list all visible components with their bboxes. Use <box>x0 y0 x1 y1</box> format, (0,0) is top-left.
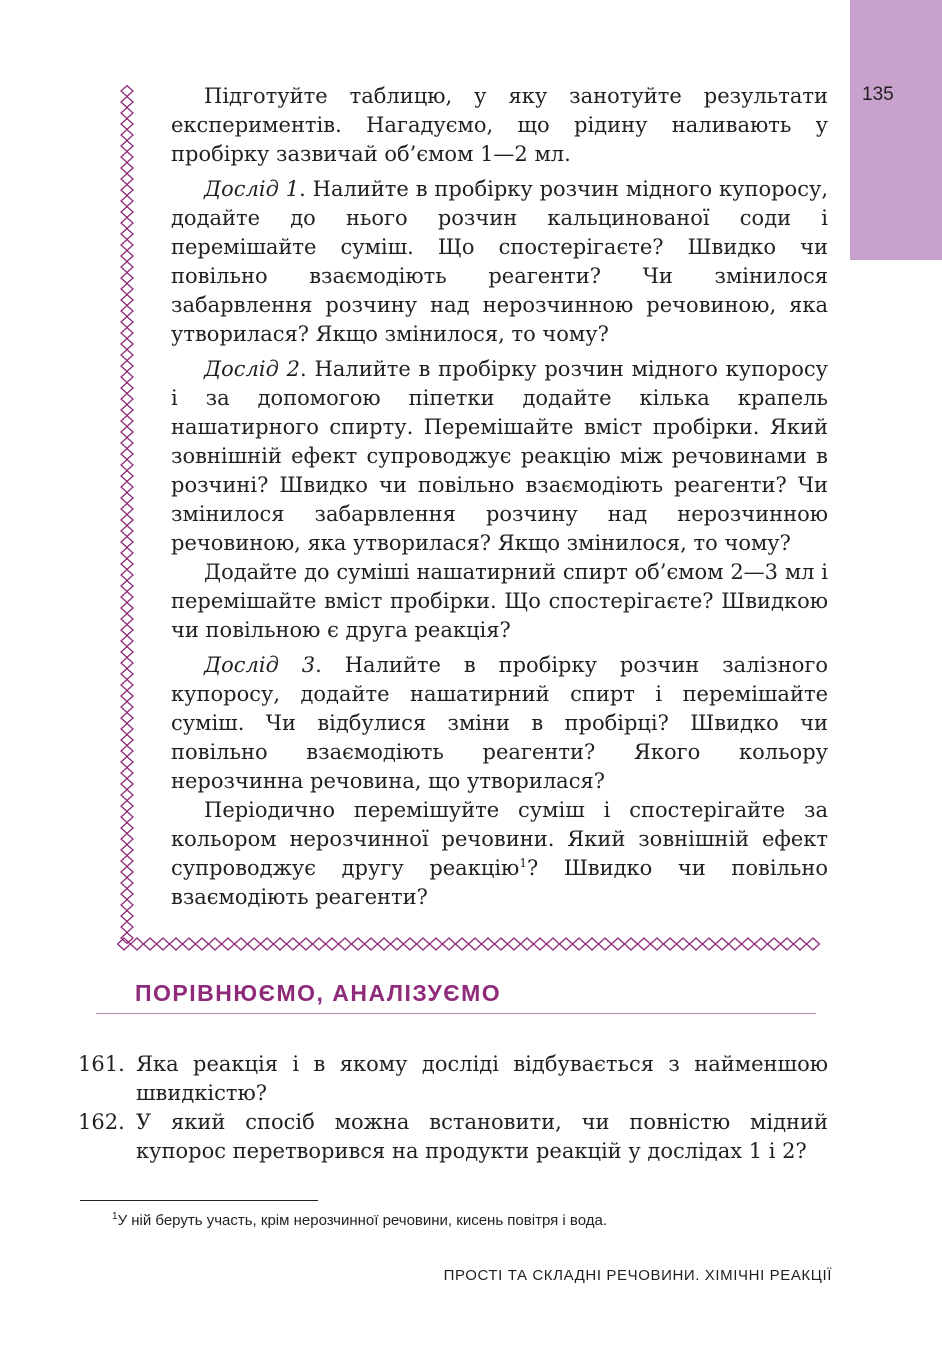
chain-diamond <box>235 938 248 950</box>
chain-diamond <box>121 438 133 449</box>
chain-diamond <box>209 938 222 950</box>
chain-diamond <box>121 317 133 328</box>
chain-diamond <box>768 938 781 950</box>
chain-diamond <box>121 834 133 845</box>
chain-diamond <box>121 702 133 713</box>
experiment-2-label: Дослід 2 <box>204 357 301 381</box>
chain-diamond <box>378 938 391 950</box>
chain-diamond <box>121 757 133 768</box>
experiment-2-paragraph: Дослід 2. Налийте в пробірку розчин мідного купоросу і за допомогою піпетки додайте кілька крапель нашатирного спирту. Перемішайте вміст пробірки. Який зовнішній ефект супроводжує реакцію між речовинами в розчині? Швидко чи повільно взаємодіють реагенти? Чи змінилося забарвлення розчину над нерозчинною речовиною, яка утворилася? Якщо змінилося, то чому? <box>171 357 828 555</box>
chain-diamond <box>121 691 133 702</box>
question-list <box>78 1050 828 1166</box>
chain-diamond <box>183 938 196 950</box>
chain-diamond <box>716 938 729 950</box>
chain-diamond <box>121 647 133 658</box>
chain-diamond <box>121 273 133 284</box>
experiment-3-continued-paragraph: Періодично перемішуйте суміш і спостерігайте за кольором нерозчинної речовини. Який зовнішній ефект супроводжує другу реакцію$^1$? Швидко чи повільно взаємодіють реагенти? <box>171 798 828 909</box>
chain-diamond <box>121 614 133 625</box>
chain-diamond <box>121 669 133 680</box>
chain-diamond <box>121 306 133 317</box>
footnote <box>112 1211 607 1229</box>
chain-diamond <box>121 251 133 262</box>
page-number: 135 <box>862 84 894 105</box>
chain-diamond <box>443 938 456 950</box>
chain-diamond <box>121 636 133 647</box>
footnote-mark: 1 <box>112 1211 118 1222</box>
chain-diamond <box>121 185 133 196</box>
chain-diamond <box>121 845 133 856</box>
chain-diamond <box>121 779 133 790</box>
footnote-reference: 1 <box>519 856 527 870</box>
chain-diamond <box>170 938 183 950</box>
chain-diamond <box>121 240 133 251</box>
chain-diamond <box>121 295 133 306</box>
chain-diamond <box>121 449 133 460</box>
chain-diamond <box>456 938 469 950</box>
chain-diamond <box>121 922 133 933</box>
chain-diamond <box>121 163 133 174</box>
question-text: Яка реакція і в якому досліді відбувається з найменшою швидкістю? <box>136 1052 828 1105</box>
chain-diamond <box>144 938 157 950</box>
chain-diamond <box>121 383 133 394</box>
chain-diamond <box>586 938 599 950</box>
chain-diamond <box>326 938 339 950</box>
chain-diamond <box>121 548 133 559</box>
chain-diamond <box>121 174 133 185</box>
experiment-instructions <box>171 82 828 918</box>
chain-diamond <box>121 86 133 97</box>
chain-diamond <box>121 229 133 240</box>
chain-diamond <box>118 938 131 950</box>
chain-diamond <box>121 207 133 218</box>
chain-diamond <box>121 658 133 669</box>
section-heading: ПОРІВНЮЄМО, АНАЛІЗУЄМО <box>135 980 502 1006</box>
chain-diamond <box>121 735 133 746</box>
chain-diamond <box>755 938 768 950</box>
question-number: 161. <box>78 1052 125 1076</box>
chain-diamond <box>261 938 274 950</box>
running-footer: ПРОСТІ ТА СКЛАДНІ РЕЧОВИНИ. ХІМІЧНІ РЕАКЦІЇ <box>443 1267 832 1284</box>
chain-diamond <box>651 938 664 950</box>
experiment-3-paragraph: Дослід 3. Налийте в пробірку розчин залізного купоросу, додайте нашатирний спирт і перемішайте суміш. Чи відбулися зміни в пробірці? Швидко чи повільно взаємодіють реагенти? Якого кольору нерозчинна речовина, що утворилася? <box>171 653 828 793</box>
chain-diamond <box>121 724 133 735</box>
chain-diamond <box>121 867 133 878</box>
chain-diamond <box>121 900 133 911</box>
chain-diamond <box>560 938 573 950</box>
chain-diamond <box>222 938 235 950</box>
chain-diamond <box>794 938 807 950</box>
chain-diamond <box>121 713 133 724</box>
chain-diamond <box>469 938 482 950</box>
chain-diamond <box>638 938 651 950</box>
chain-diamond <box>121 328 133 339</box>
chain-diamond <box>365 938 378 950</box>
chain-diamond <box>121 515 133 526</box>
chain-diamond <box>121 823 133 834</box>
chain-diamond <box>248 938 261 950</box>
chain-diamond <box>534 938 547 950</box>
chain-diamond <box>274 938 287 950</box>
chain-diamond <box>482 938 495 950</box>
chain-diamond <box>121 768 133 779</box>
chain-diamond <box>157 938 170 950</box>
chain-diamond <box>287 938 300 950</box>
chain-diamond <box>417 938 430 950</box>
chain-diamond <box>430 938 443 950</box>
chain-diamond <box>121 427 133 438</box>
chain-diamond <box>121 471 133 482</box>
question-number: 162. <box>78 1110 125 1134</box>
chain-diamond <box>612 938 625 950</box>
chain-diamond <box>121 603 133 614</box>
chain-diamond <box>121 284 133 295</box>
chain-diamond <box>781 938 794 950</box>
chain-diamond <box>121 592 133 603</box>
chain-diamond <box>313 938 326 950</box>
chain-diamond <box>121 119 133 130</box>
experiment-1-label: Дослід 1 <box>204 177 300 201</box>
chain-diamond <box>121 625 133 636</box>
chain-diamond <box>121 372 133 383</box>
chain-diamond <box>121 911 133 922</box>
chain-diamond <box>121 889 133 900</box>
chain-diamond <box>121 339 133 350</box>
chain-diamond <box>300 938 313 950</box>
chain-diamond <box>121 361 133 372</box>
chain-diamond <box>339 938 352 950</box>
chain-diamond <box>599 938 612 950</box>
chain-diamond <box>121 262 133 273</box>
chain-diamond <box>121 218 133 229</box>
question-text: У який спосіб можна встановити, чи повністю мідний купорос перетворився на продукти реакцій у дослідах 1 і 2? <box>136 1110 828 1163</box>
experiment-1-paragraph: Дослід 1. Налийте в пробірку розчин мідного купоросу, додайте до нього розчин кальцинованої соди і перемішайте суміш. Що спостерігаєте? Швидко чи повільно взаємодіють реагенти? Чи змінилося забарвлення розчину над нерозчинною речовиною, яка утворилася? Якщо змінилося, то чому? <box>171 177 828 346</box>
chain-diamond <box>121 97 133 108</box>
chain-diamond <box>121 812 133 823</box>
chain-diamond <box>573 938 586 950</box>
chain-diamond <box>121 405 133 416</box>
chain-diamond <box>729 938 742 950</box>
chain-diamond <box>121 570 133 581</box>
chain-diamond <box>121 581 133 592</box>
chain-diamond <box>121 878 133 889</box>
chain-diamond <box>625 938 638 950</box>
chain-diamond <box>121 856 133 867</box>
chain-diamond <box>352 938 365 950</box>
chain-diamond <box>121 416 133 427</box>
heading-divider <box>96 1013 816 1014</box>
chain-diamond <box>121 559 133 570</box>
chain-diamond <box>121 460 133 471</box>
chain-diamond <box>121 746 133 757</box>
decorative-chain-border-horizontal <box>117 934 831 954</box>
chain-diamond <box>121 196 133 207</box>
chain-diamond <box>521 938 534 950</box>
question-item <box>78 1050 828 1108</box>
question-item <box>78 1108 828 1166</box>
chapter-side-tab <box>850 0 942 260</box>
chain-diamond <box>742 938 755 950</box>
footnote-text: У ній беруть участь, крім нерозчинної речовини, кисень повітря і вода. <box>117 1212 607 1229</box>
chain-diamond <box>121 141 133 152</box>
chain-diamond <box>121 130 133 141</box>
chain-diamond <box>121 493 133 504</box>
footnote-divider <box>80 1200 318 1201</box>
chain-diamond <box>807 938 820 950</box>
chain-diamond <box>121 537 133 548</box>
chain-diamond <box>664 938 677 950</box>
chain-diamond <box>121 801 133 812</box>
chain-diamond <box>196 938 209 950</box>
chain-diamond <box>703 938 716 950</box>
chain-diamond <box>391 938 404 950</box>
chain-diamond <box>690 938 703 950</box>
chain-diamond <box>121 504 133 515</box>
experiment-3-label: Дослід 3 <box>204 653 316 677</box>
chain-diamond <box>121 790 133 801</box>
decorative-chain-border-vertical <box>117 84 137 946</box>
chain-diamond <box>495 938 508 950</box>
chain-diamond <box>677 938 690 950</box>
experiment-2-continued-paragraph: Додайте до суміші нашатирний спирт об’ємом 2—3 мл і перемішайте вміст пробірки. Що спостерігаєте? Швидкою чи повільною є друга реакція? <box>171 560 828 642</box>
chain-diamond <box>121 482 133 493</box>
chain-diamond <box>121 526 133 537</box>
chain-diamond <box>547 938 560 950</box>
chain-diamond <box>121 152 133 163</box>
chain-diamond <box>121 680 133 691</box>
intro-paragraph: Підготуйте таблицю, у яку занотуйте результати експериментів. Нагадуємо, що рідину наливають у пробірку зазвичай об’ємом 1—2 мл. <box>171 84 828 166</box>
chain-diamond <box>121 350 133 361</box>
chain-diamond <box>131 938 144 950</box>
chain-diamond <box>508 938 521 950</box>
chain-diamond <box>404 938 417 950</box>
chain-diamond <box>121 394 133 405</box>
chain-diamond <box>121 108 133 119</box>
